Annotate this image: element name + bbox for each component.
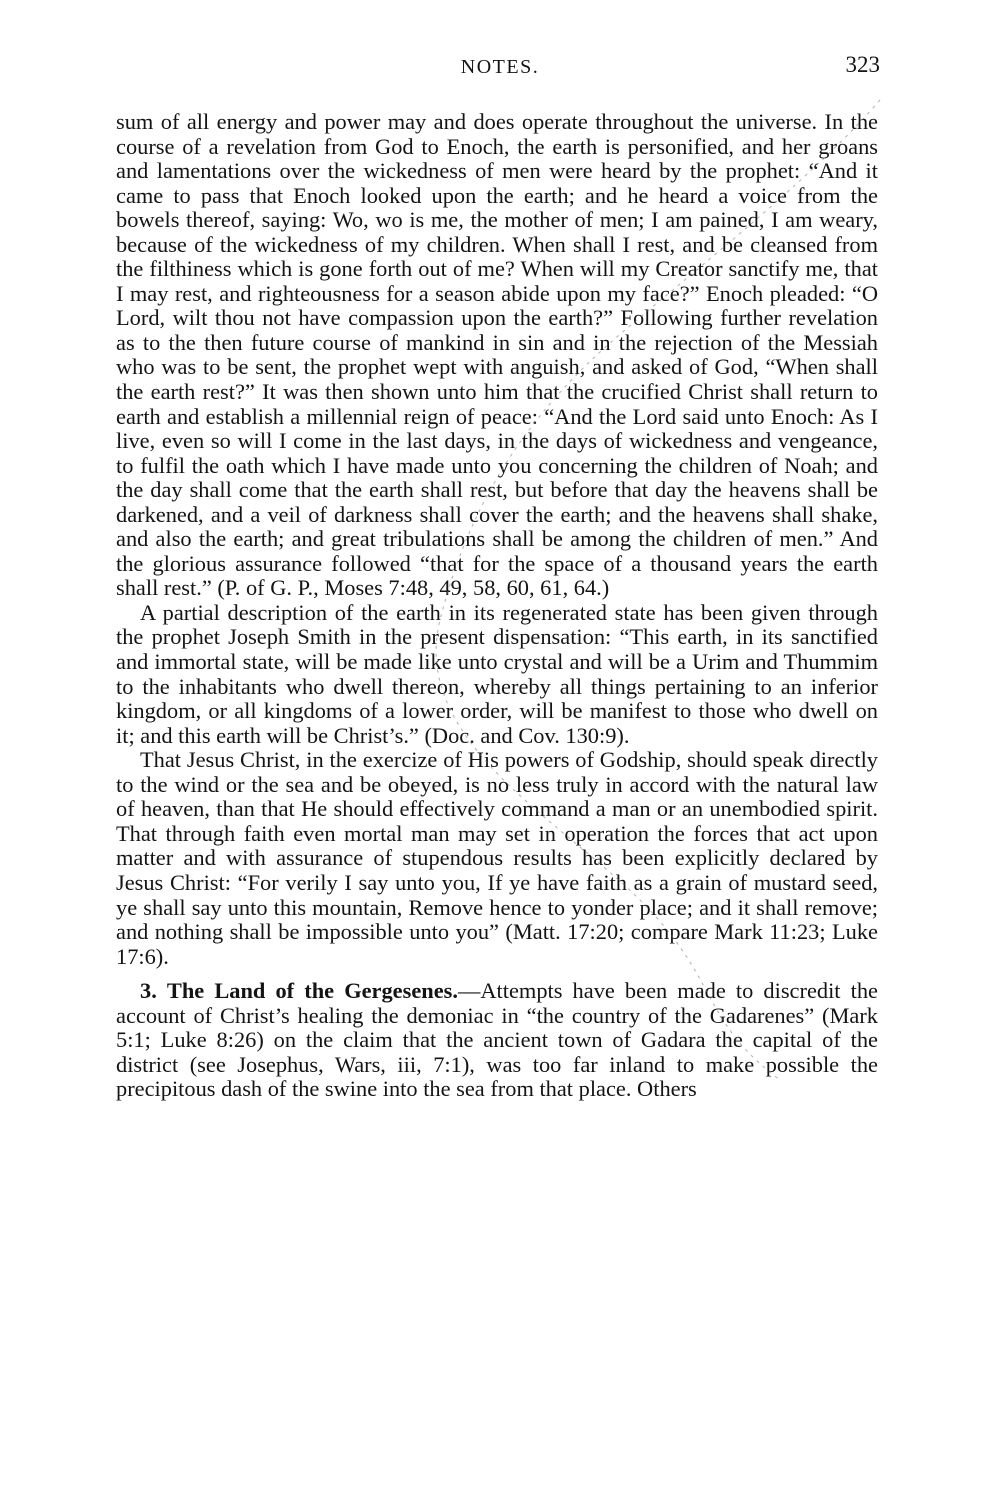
note-number: 3. xyxy=(140,978,157,1004)
paragraph-regenerated-earth: A partial description of the earth in its regenerated state has been given through the prophet Joseph Smith in the present dispensation: “This earth, in its sanctified and immortal state, will be made like unto crystal and will be a Urim and Thummim to the inhabitants who dwell thereon, whereby all things pertaining to an inferior kingdom, or all kingdoms of a lower order, will be manifest to those who dwell on it; and this earth will be Christ’s.” (Doc. and Cov. 130:9). xyxy=(116,599,878,748)
note-gergesenes xyxy=(116,979,878,1102)
running-title: NOTES. xyxy=(460,56,540,78)
note-title: The Land of the Gergesenes. xyxy=(166,978,458,1004)
page-number: 323 xyxy=(845,52,880,77)
note-text: —Attempts have been made to discredit the account of Christ’s healing the demoniac in “the country of the Gadarenes” (Mark 5:1; Luke 8:26) on the claim that the ancient town of Gadara the capital of the district (see Josephus, Wars, iii, 7:1), was too far inland to make possible the precipitous dash of the swine into the sea from that place. Others xyxy=(116,978,878,1102)
body-text xyxy=(116,110,878,1102)
running-head xyxy=(0,52,1000,84)
paragraph-enoch: sum of all energy and power may and does operate throughout the universe. In the course of a revelation from God to Enoch, the earth is personified, and her groans and lamentations over the wickedness of men were heard by the prophet: “And it came to pass that Enoch looked upon the earth; and he heard a voice from the bowels thereof, saying: Wo, wo is me, the mother of men; I am pained, I am weary, because of the wickedness of my children. When shall I rest, and be cleansed from the filthiness which is gone forth out of me? When will my Creator sanctify me, that I may rest, and righteousness for a season abide upon my face?” Enoch pleaded: “O Lord, wilt thou not have compassion upon the earth?” Following further revelation as to the then future course of mankind in sin and in the rejection of the Messiah who was to be sent, the prophet wept with anguish, and asked of God, “When shall the earth rest?” It was then shown unto him that the crucified Christ shall return to earth and establish a millennial reign of peace: “And the Lord said unto Enoch: As I live, even so will I come in the last days, in the days of wickedness and vengeance, to fulfil the oath which I have made unto you concerning the children of Noah; and the day shall come that the earth shall rest, but before that day the heavens shall be darkened, and a veil of darkness shall cover the earth; and the heavens shall shake, and also the earth; and great tribulations shall be among the children of men.” And the glorious assurance followed “that for the space of a thousand years the earth shall rest.” (P. of G. P., Moses 7:48, 49, 58, 60, 61, 64.) xyxy=(116,109,878,601)
paragraph-faith: That Jesus Christ, in the exercize of His powers of Godship, should speak directly to the wind or the sea and be obeyed, is no less truly in accord with the natural law of heaven, than that He should effectively command a man or an unembodied spirit. That through faith even mortal man may set in operation the forces that act upon matter and with assurance of stupendous results has been explicitly declared by Jesus Christ: “For verily I say unto you, If ye have faith as a grain of mustard seed, ye shall say unto this mountain, Remove hence to yonder place; and it shall remove; and nothing shall be impossible unto you” (Matt. 17:20; compare Mark 11:23; Luke 17:6). xyxy=(116,747,878,969)
